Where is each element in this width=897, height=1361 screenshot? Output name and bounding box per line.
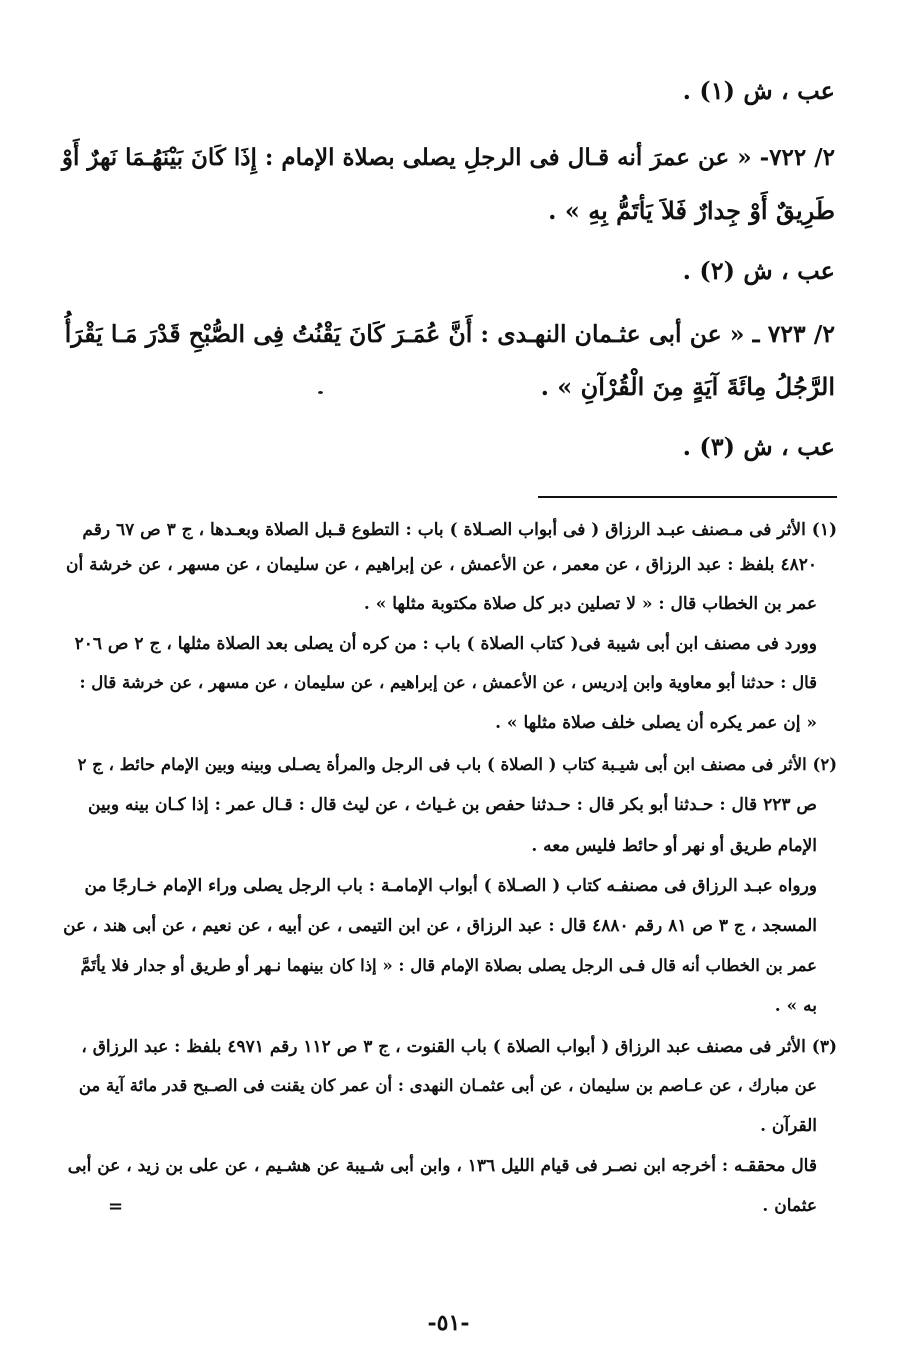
footnote-2-line: ورواه عبـد الرزاق فى مصنفـه كتاب ( الصـلاة ) أبواب الإمامـة : باب الرجل يصلى وراء الإمام خـارجًا من: [84, 876, 817, 896]
footnote-2-line: (٢) الأثر فى مصنف ابن أبى شيـبة كتاب ( الصلاة ) باب فى الرجل والمرأة يصـلى وبينه وبين الإمام حائط ، ج ٢: [77, 755, 837, 774]
footnote-1-line: ٤٨٢٠ بلفظ : عبد الرزاق ، عن معمر ، عن الأعمش ، عن إبراهيم ، عن سليمان ، عن مسهر ، عن خرشة أن: [65, 555, 817, 575]
hadith-722-line-1: ٢/ ٧٢٢- « عن عمرَ أنه قـال فى الرجلِ يصلى بصلاة الإمام : إِذَا كَانَ بَيْنَهُـمَا نَهرٌ أَوْ: [61, 144, 835, 171]
footnote-1-line: وورد فى مصنف ابن أبى شيبة فى( كتاب الصلاة ) باب : من كره أن يصلى بعد الصلاة مثلها ، ج ٢ ص ٢٠٦: [74, 634, 817, 654]
footnote-1-line: قال : حدثنا أبو معاوية وابن إدريس ، عن الأعمش ، عن إبراهيم ، عن سليمان ، عن مسهر ، عن خرشة قال :: [79, 673, 817, 692]
footnote-separator: [538, 496, 837, 498]
speck-mark: [318, 391, 323, 394]
footnote-3-line: عثمان .: [762, 1196, 817, 1216]
hadith-723-line-2: الرَّجُلُ مِائَةَ آيَةٍ مِنَ الْقُرْآنِ » .: [540, 372, 835, 401]
footnote-3-line: قال محققـه : أخرجه ابن نصـر فى قيام الليل ١٣٦ ، وابن أبى شـيبة عن هشـيم ، عن على بن زيد ، عن أبى: [67, 1156, 817, 1176]
footnote-3-line: القرآن .: [760, 1116, 817, 1136]
footnote-3-line: (٣) الأثر فى مصنف عبد الرزاق ( أبواب الصلاة ) باب القنوت ، ج ٣ ص ١١٢ رقم ٤٩٧١ بلفظ : عبد الرزاق ،: [81, 1037, 837, 1057]
footnote-2-line: عمر بن الخطاب أنه قال فـى الرجل يصلى بصلاة الإمام قال : « إذا كان بينهما نـهر أو طريق أو جدار فلا يأتَمَّ: [80, 956, 817, 975]
hadith-723-line-1: ٢/ ٧٢٣ ـ « عن أبى عثـمان النهـدى : أَنَّ عُمَـرَ كَانَ يَقْنُتُ فِى الصُّبْحِ قَدْرَ مَـا يَقْرَأُ: [64, 320, 835, 348]
footnote-2-line: الإمام طريق أو نهر أو حائط فليس معه .: [531, 836, 817, 856]
continuation-mark: =: [108, 1196, 124, 1217]
footnote-3-line: عن مبارك ، عن عـاصم بن سليمان ، عن أبى عثمـان النهدى : أن عمر كان يقنت فى الصـبح قدر مائة آية من: [78, 1076, 817, 1095]
hadith-722-line-2: طَرِيقٌ أَوْ جِدارٌ فَلاَ يَأتَمُّ بِهِ » .: [548, 196, 835, 225]
source-abbrev-line: عب ، ش (٢) .: [682, 256, 835, 285]
footnote-1-line: (١) الأثر فى مـصنف عبـد الرزاق ( فى أبواب الصـلاة ) باب : التطوع قـبل الصلاة وبعـدها ، ج ٣ ص ٦٧ رقم: [82, 520, 837, 540]
source-abbrev-line: عب ، ش (١) .: [682, 76, 835, 105]
footnote-2-line: المسجد ، ج ٣ ص ٨١ رقم ٤٨٨٠ قال : عبد الرزاق ، عن ابن التيمى ، عن أبيه ، عن نعيم ، عن أبى هند ، عن: [63, 916, 817, 936]
footnote-2-line: به » .: [774, 996, 817, 1016]
source-abbrev-line: عب ، ش (٣) .: [682, 432, 835, 461]
footnote-2-line: ص ٢٢٣ قال : حـدثنا أبو بكر قال : حـدثنا حفص بن غـياث ، عن ليث قال : قـال عمر : إذا كـان بينه وبين: [88, 795, 817, 815]
page-number: -٥١-: [427, 1310, 470, 1336]
footnote-1-line: « إن عمر يكره أن يصلى خلف صلاة مثلها » .: [495, 713, 817, 733]
footnote-1-line: عمر بن الخطاب قال : « لا تصلين دبر كل صلاة مكتوبة مثلها » .: [363, 594, 817, 614]
